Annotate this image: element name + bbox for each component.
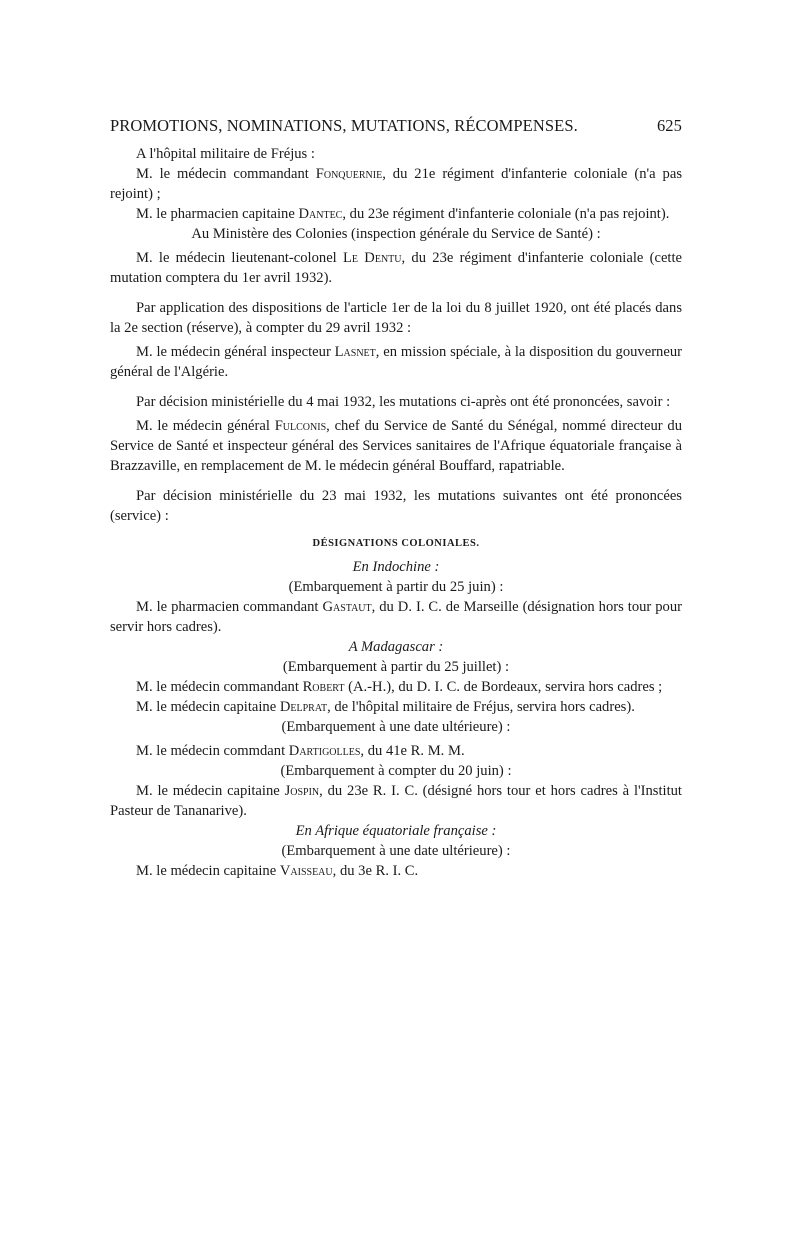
paragraph-vaisseau: [110, 861, 682, 881]
paragraph-jospin: [110, 781, 682, 821]
text-suffix: , du 41e R. M. M.: [360, 743, 465, 759]
section-title-designations: DÉSIGNATIONS COLONIALES.: [312, 538, 480, 549]
paragraph-application-dispositions: Par application des dispositions de l'article 1er de la loi du 8 juillet 1920, ont été placés dans la 2e section (réserve), à compter du 29 avril 1932 :: [110, 300, 682, 336]
text-prefix: M. le médecin général: [136, 418, 275, 434]
running-header: [110, 116, 682, 136]
text-suffix: (A.-H.), du D. I. C. de Bordeaux, servira hors cadres ;: [344, 679, 663, 695]
person-name: Robert: [302, 679, 345, 695]
person-name: Fulconis: [274, 418, 327, 434]
text-prefix: M. le médecin commandant: [136, 166, 316, 182]
text-suffix: , en mission spéciale, à la disposition du gouverneur général de l'Algérie.: [110, 344, 682, 380]
text-suffix: , de l'hôpital militaire de Fréjus, servira hors cadres).: [327, 699, 635, 715]
text-prefix: M. le médecin commandant: [136, 679, 303, 695]
text-suffix: , du 23e régiment d'infanterie coloniale (cette mutation comptera du 1er avril 1932).: [110, 250, 683, 286]
text-suffix: , du 23e régiment d'infanterie coloniale (n'a pas rejoint).: [342, 206, 670, 222]
embarquement-25-juin: (Embarquement à partir du 25 juin) :: [288, 579, 504, 595]
text-suffix: , du 23e R. I. C. (désigné hors tour et hors cadres à l'Institut Pasteur de Tananarive).: [110, 783, 682, 819]
person-name: Le Dentu: [343, 250, 402, 266]
person-name: Jospin: [284, 783, 320, 799]
text-suffix: , du 3e R. I. C.: [332, 863, 419, 879]
person-name: Fonquernie: [315, 166, 383, 182]
person-name: Lasnet: [334, 344, 376, 360]
text-prefix: M. le médecin capitaine: [136, 699, 280, 715]
paragraph-dantec: [110, 204, 682, 224]
subheading-madagascar: A Madagascar :: [348, 639, 444, 655]
person-name: Delprat: [279, 699, 328, 715]
text-suffix: , chef du Service de Santé du Sénégal, nommé directeur du Service de Santé et inspecteur général des Services sanitaires de l'Afrique équatoriale française à Brazzaville, en remplacement de M. le médecin général Bouffard, rapatriable.: [110, 418, 682, 474]
paragraph-fonquernie: [110, 164, 682, 204]
embarquement-date-ulterieure-2: (Embarquement à une date ultérieure) :: [281, 843, 511, 859]
text-prefix: M. le pharmacien capitaine: [136, 206, 299, 222]
embarquement-20-juin: (Embarquement à compter du 20 juin) :: [280, 763, 512, 779]
page-number: 625: [656, 116, 682, 135]
text-prefix: M. le médecin commdant: [136, 743, 289, 759]
text-suffix: , du 21e régiment d'infanterie coloniale (n'a pas rejoint) ;: [110, 166, 682, 202]
paragraph-lasnet: [110, 342, 682, 382]
text-suffix: , du D. I. C. de Marseille (désignation hors tour pour servir hors cadres).: [110, 599, 682, 635]
person-name: Dantec: [298, 206, 343, 222]
text-prefix: M. le médecin capitaine: [136, 863, 280, 879]
paragraph-decision-23-mai: Par décision ministérielle du 23 mai 1932, les mutations suivantes ont été prononcées (service) :: [110, 488, 682, 524]
embarquement-25-juillet: (Embarquement à partir du 25 juillet) :: [282, 659, 510, 675]
embarquement-date-ulterieure-1: (Embarquement à une date ultérieure) :: [281, 719, 511, 735]
paragraph-hopital-frejus: A l'hôpital militaire de Fréjus :: [136, 146, 315, 162]
paragraph-gastaut: [110, 597, 682, 637]
heading-ministere-colonies: Au Ministère des Colonies (inspection générale du Service de Santé) :: [191, 226, 601, 242]
paragraph-dartigolles: [110, 741, 682, 761]
header-title: PROMOTIONS, NOMINATIONS, MUTATIONS, RÉCOMPENSES.: [110, 116, 578, 135]
paragraph-decision-4-mai: Par décision ministérielle du 4 mai 1932, les mutations ci-après ont été prononcées, savoir :: [136, 394, 671, 410]
subheading-afrique-equatoriale: En Afrique équatoriale française :: [295, 823, 497, 839]
text-prefix: M. le médecin lieutenant-colonel: [136, 250, 344, 266]
text-prefix: M. le pharmacien commandant: [136, 599, 323, 615]
person-name: Gastaut: [322, 599, 372, 615]
text-prefix: M. le médecin capitaine: [136, 783, 285, 799]
text-prefix: M. le médecin général inspecteur: [136, 344, 335, 360]
paragraph-fulconis: [110, 416, 682, 476]
document-page: [110, 116, 682, 881]
subheading-indochine: En Indochine :: [352, 559, 440, 575]
person-name: Dartigolles: [288, 743, 361, 759]
person-name: Vaisseau: [279, 863, 333, 879]
paragraph-le-dentu: [110, 248, 682, 288]
paragraph-delprat: [110, 697, 682, 717]
paragraph-robert: [110, 677, 682, 697]
